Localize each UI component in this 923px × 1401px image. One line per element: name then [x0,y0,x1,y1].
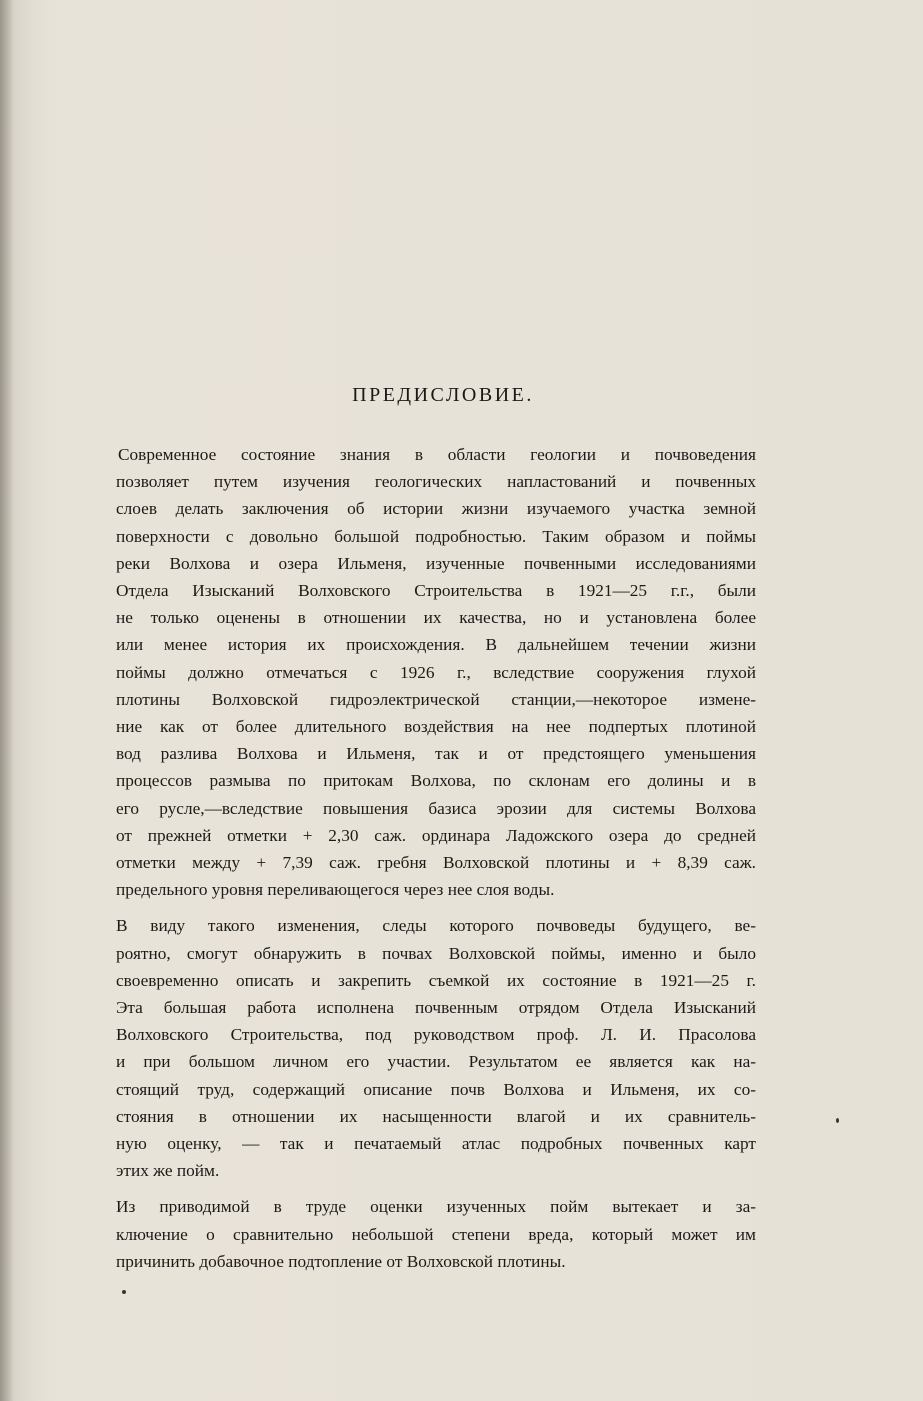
ink-speck [836,1118,839,1123]
text-line: причинить добавочное подтопление от Волховской плотины. [116,1251,566,1271]
text-line: слоев делать заключения об истории жизни изучаемого участка земной [116,499,756,519]
text-line: Отдела Изысканий Волховского Строительства в 1921—25 г.г., были [116,581,756,601]
text-line: поймы должно отмечаться с 1926 г., вследствие сооружения глухой [116,662,756,682]
text-line: своевременно описать и закрепить съемкой их состояние в 1921—25 г. [116,970,756,990]
text-line: роятно, смогут обнаружить в почвах Волховской поймы, именно и было [116,943,756,963]
text-line: или менее история их происхождения. В дальнейшем течении жизни [116,635,756,655]
text-line: позволяет путем изучения геологических напластований и почвенных [116,472,756,492]
text-line: этих же пойм. [116,1161,220,1181]
text-line: его русле,—вследствие повышения базиса эрозии для системы Волхова [116,798,756,818]
text-line: ние как от более длительного воздействия на нее подпертых плотиной [116,717,756,737]
text-line: предельного уровня переливающегося через нее слоя воды. [116,880,555,900]
paragraph-3 [116,1193,756,1275]
text-line: ключение о сравнительно небольшой степени вреда, который может им [116,1224,756,1244]
text-line: В виду такого изменения, следы которого почвоведы будущего, ве- [116,916,756,936]
text-line: отметки между + 7,39 саж. гребня Волховской плотины и + 8,39 саж. [116,853,756,873]
text-line: реки Волхова и озера Ильменя, изученные почвенными исследованиями [116,553,756,573]
text-line: Эта большая работа исполнена почвенным отрядом Отдела Изысканий [116,998,756,1018]
text-line: не только оценены в отношении их качества, но и установлена более [116,608,756,628]
preface-heading: ПРЕДИСЛОВИЕ. [352,384,534,406]
ink-speck [122,1290,126,1294]
preface-content [116,384,756,1284]
text-line: Из приводимой в труде оценки изученных пойм вытекает и за- [116,1197,756,1217]
text-line: вод разлива Волхова и Ильменя, так и от предстоящего уменьшения [116,744,756,764]
text-line: и при большом личном его участии. Результатом ее является как на- [116,1052,756,1072]
text-line: процессов размыва по притокам Волхова, по склонам его долины и в [116,771,756,791]
paragraph-1 [116,441,756,903]
text-line: Волховского Строительства, под руководством проф. Л. И. Прасолова [116,1025,756,1045]
text-line: плотины Волховской гидроэлектрической станции,—некоторое измене- [116,689,756,709]
text-line: поверхности с довольно большой подробностью. Таким образом и поймы [116,526,756,546]
text-line: Современное состояние знания в области геологии и почвоведения [118,445,756,464]
text-line: ную оценку, — так и печатаемый атлас подробных почвенных карт [116,1134,756,1154]
binding-shadow [0,0,14,1401]
text-line: стоящий труд, содержащий описание почв Волхова и Ильменя, их со- [116,1079,756,1099]
text-line: от прежней отметки + 2,30 саж. ординара Ладожского озера до средней [116,825,756,845]
paragraph-2 [116,912,756,1184]
text-line: стояния в отношении их насыщенности влагой и их сравнитель- [116,1106,756,1126]
